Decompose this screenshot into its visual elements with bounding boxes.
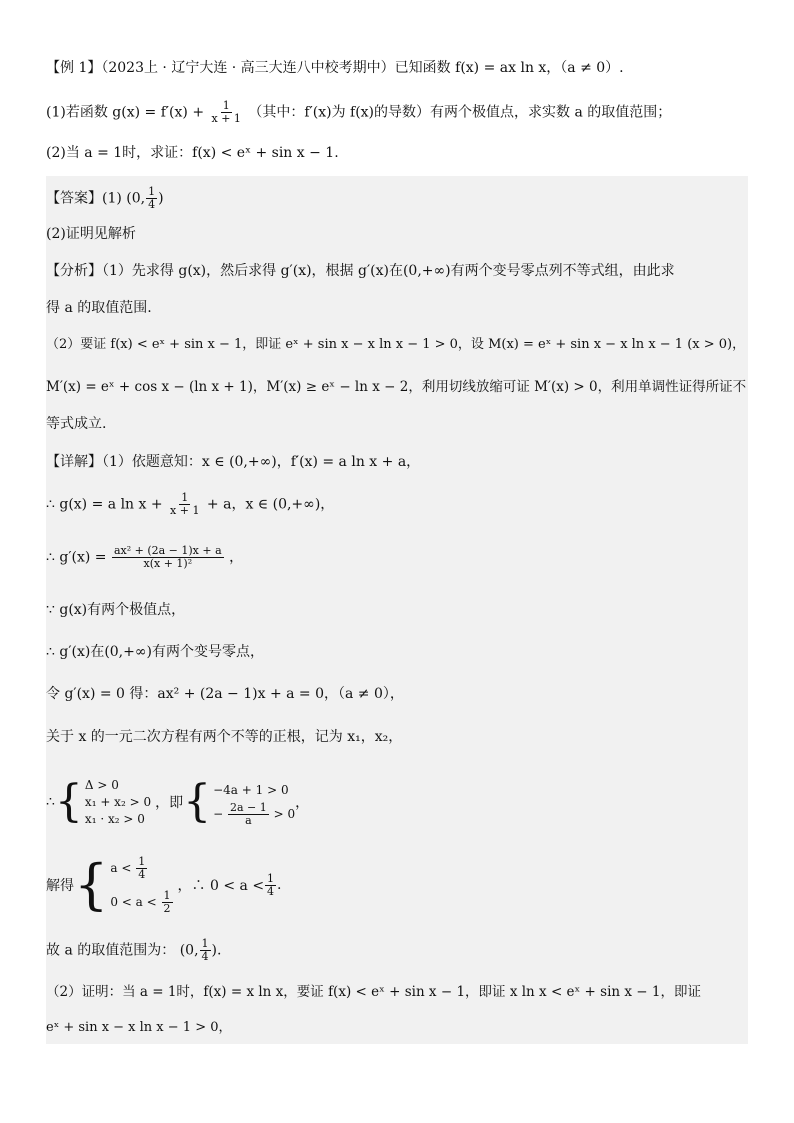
answer-range-open: (0, xyxy=(126,190,146,207)
analysis-line-5: 等式成立. xyxy=(46,416,107,432)
analysis-line-1: 【分析】（1）先求得 g(x)，然后求得 g′(x)，根据 g′(x)在(0,+∞)有两个变号零点列不等式组，由此求 xyxy=(46,263,675,279)
question-2: (2)当 a = 1时，求证：f(x) < eˣ + sin x − 1. xyxy=(46,145,339,161)
detail-line-3-text-a: ∴ g′(x) = xyxy=(46,549,107,566)
answer-label: 【答案】(1) xyxy=(46,190,122,207)
system-connector: ，即 xyxy=(155,795,184,811)
inequality-systems xyxy=(46,770,309,834)
fraction-denominator: x + 1 xyxy=(170,504,200,517)
fraction-denominator: 4 xyxy=(138,868,146,881)
fraction-numerator: 1 xyxy=(163,889,171,902)
fraction-numerator: 1 xyxy=(138,855,146,868)
fraction xyxy=(146,186,157,211)
system-end: ， xyxy=(295,795,310,811)
example-title: 【例 1】（2023上 · 辽宁大连 · 高三大连八中校考期中）已知函数 f(x) = ax ln x，（a ≠ 0）. xyxy=(46,60,624,76)
brace-icon: { xyxy=(74,853,109,916)
therefore-symbol: ∴ xyxy=(46,794,55,810)
detail-line-3 xyxy=(46,545,748,570)
fraction xyxy=(228,802,269,827)
solution-rows xyxy=(110,851,173,919)
fraction-numerator: 1 xyxy=(148,185,156,198)
detail-line-7: 关于 x 的一元二次方程有两个不等的正根，记为 x₁，x₂， xyxy=(46,729,403,745)
fraction xyxy=(265,873,276,898)
range-open: (0, xyxy=(179,942,199,959)
fraction-numerator: 1 xyxy=(181,491,189,504)
brace-icon: { xyxy=(183,776,212,827)
range-conclusion xyxy=(46,938,748,963)
answer-part-2: (2)证明见解析 xyxy=(46,226,136,242)
fraction-numerator: 1 xyxy=(201,937,209,950)
fraction xyxy=(112,545,224,570)
question-1 xyxy=(46,100,748,125)
fraction xyxy=(162,890,173,915)
detail-line-3-text-b: ， xyxy=(229,549,244,566)
proof-line-2: eˣ + sin x − x ln x − 1 > 0， xyxy=(46,1020,232,1035)
answer-range-close: ) xyxy=(158,190,164,207)
system-a-row: x₁ + x₂ > 0 xyxy=(84,794,152,809)
fraction xyxy=(210,100,243,125)
fraction-denominator: 4 xyxy=(148,198,156,211)
solution-row xyxy=(110,851,173,885)
system-a xyxy=(85,777,151,828)
brace-icon: { xyxy=(54,776,83,827)
fraction-denominator: 4 xyxy=(267,884,275,898)
range-conclusion-text: 故 a 的取值范围为： xyxy=(46,942,176,959)
analysis-line-3: （2）要证 f(x) < eˣ + sin x − 1，即证 eˣ + sin x − x ln x − 1 > 0，设 M(x) = eˣ + sin x − x ln x − 1 (x > 0)， xyxy=(46,337,746,352)
question-1-text-a: (1)若函数 g(x) = f′(x) + xyxy=(46,104,205,121)
question-1-text-b: （其中：f′(x)为 f(x)的导数）有两个极值点，求实数 a 的取值范围； xyxy=(248,104,672,121)
detail-line-2 xyxy=(46,492,748,517)
system-b-row: −4a + 1 > 0 xyxy=(213,782,289,797)
detail-line-6: 令 g′(x) = 0 得：ax² + (2a − 1)x + a = 0，（a ≠ 0）， xyxy=(46,686,404,702)
solution-row xyxy=(110,885,173,919)
system-b-row xyxy=(213,802,295,827)
solution-end: . xyxy=(277,877,282,893)
detail-line-2-text-a: ∴ g(x) = a ln x + xyxy=(46,496,163,513)
detail-line-5: ∴ g′(x)在(0,+∞)有两个变号零点， xyxy=(46,644,264,660)
fraction-denominator: x(x + 1)² xyxy=(143,557,193,570)
fraction-denominator: 2 xyxy=(163,902,171,915)
system-b xyxy=(213,778,295,827)
detail-line-1: 【详解】（1）依题意知：x ∈ (0,+∞)，f′(x) = a ln x + a， xyxy=(46,454,421,470)
solution-system xyxy=(46,850,282,920)
answer-part-1 xyxy=(46,186,748,211)
range-close: ). xyxy=(211,942,222,959)
fraction-numerator: 2a − 1 xyxy=(229,800,267,814)
system-a-row: x₁ · x₂ > 0 xyxy=(84,811,145,826)
fraction-denominator: x + 1 xyxy=(211,112,241,125)
fraction-denominator: a xyxy=(245,813,252,827)
fraction-numerator: 1 xyxy=(222,99,230,112)
system-a-row: Δ > 0 xyxy=(84,777,119,792)
analysis-line-4: M′(x) = eˣ + cos x − (ln x + 1)，M′(x) ≥ eˣ − ln x − 2，利用切线放缩可证 M′(x) > 0，利用单调性证得所证不 xyxy=(46,379,747,395)
solved-label: 解得 xyxy=(46,878,74,894)
detail-line-4: ∵ g(x)有两个极值点， xyxy=(46,602,186,618)
system-b-gt: > 0 xyxy=(273,806,296,821)
fraction xyxy=(200,938,211,963)
solution-row-text: a < xyxy=(110,861,132,875)
fraction xyxy=(168,492,201,517)
fraction-denominator: 4 xyxy=(201,950,209,963)
proof-line-1: （2）证明：当 a = 1时，f(x) = x ln x，要证 f(x) < eˣ + sin x − 1，即证 x ln x < eˣ + sin x − 1，即证 xyxy=(46,984,701,1000)
detail-line-2-text-b: + a，x ∈ (0,+∞)， xyxy=(206,496,335,513)
fraction-numerator: ax² + (2a − 1)x + a xyxy=(113,544,222,557)
solution-conclusion: ，∴ 0 < a < xyxy=(177,878,265,894)
analysis-line-2: 得 a 的取值范围. xyxy=(46,300,152,316)
solution-row-text: 0 < a < xyxy=(110,895,157,909)
fraction-numerator: 1 xyxy=(267,871,275,885)
fraction xyxy=(136,856,147,881)
system-b-minus: − xyxy=(213,806,224,821)
